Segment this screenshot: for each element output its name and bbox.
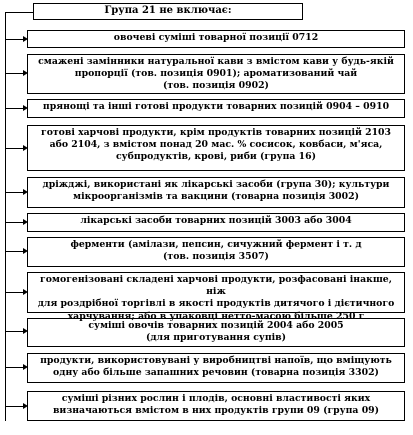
exclusion-box-spices: прянощі та інші готові продукти товарних позицій 0904 – 0910 — [27, 99, 405, 118]
exclusion-box-coffee-tea: смажені замінники натуральної кави з вмістом кави у будь-якій пропорції (тов. позиція 0901); ароматизований чай (тов. позиція 0902) — [27, 54, 405, 94]
exclusion-box-prepared-food: готові харчові продукти, крім продуктів товарних позицій 2103 або 2104, з вмістом понад 20 мас. % сосисок, ковбаси, м'яса, субпродуктів, крові, риби (група 16) — [27, 125, 405, 171]
arrow-icon — [5, 108, 24, 109]
arrow-icon — [5, 251, 24, 252]
arrow-icon — [5, 406, 24, 407]
exclusion-box-soup-mixtures: суміші овочів товарних позицій 2004 або 2005 (для приготування супів) — [27, 318, 405, 347]
arrow-icon — [5, 39, 24, 40]
arrow-icon — [5, 292, 24, 293]
arrow-icon — [5, 222, 24, 223]
exclusion-box-enzymes: ферменти (амілази, пепсин, сичужний фермент і т. д (тов. позиція 3507) — [27, 237, 405, 267]
diagram-title: Група 21 не включає: — [33, 3, 303, 20]
arrow-icon — [5, 331, 24, 332]
exclusion-box-plant-mixtures: суміші різних рослин і плодів, основні властивості яких визначаються вмістом в них продуктів групи 09 (група 09) — [27, 391, 405, 421]
exclusion-box-yeast: дріжджі, використані як лікарські засоби (група 30); культури мікроорганізмів та вакцини (товарна позиція 3002) — [27, 177, 405, 208]
exclusion-box-beverage-products: продукти, використовувані у виробництві напоїв, що вміщують одну або більше запашних речовин (товарна позиція 3302) — [27, 353, 405, 383]
arrow-icon — [5, 73, 24, 74]
exclusion-box-0712: овочеві суміші товарної позиції 0712 — [27, 30, 405, 48]
arrow-icon — [5, 367, 24, 368]
arrow-icon — [5, 192, 24, 193]
arrow-icon — [5, 148, 24, 149]
exclusion-box-homogenised: гомогенізовані складені харчові продукти, розфасовані інакше, ніж для роздрібної торгівлі в якості продуктів дитячого і дієтичного харчування; або в упаковці нетто-масою більше 250 г — [27, 272, 405, 313]
header-connector — [5, 12, 33, 13]
exclusion-box-medicaments: лікарські засоби товарних позицій 3003 або 3004 — [27, 213, 405, 232]
